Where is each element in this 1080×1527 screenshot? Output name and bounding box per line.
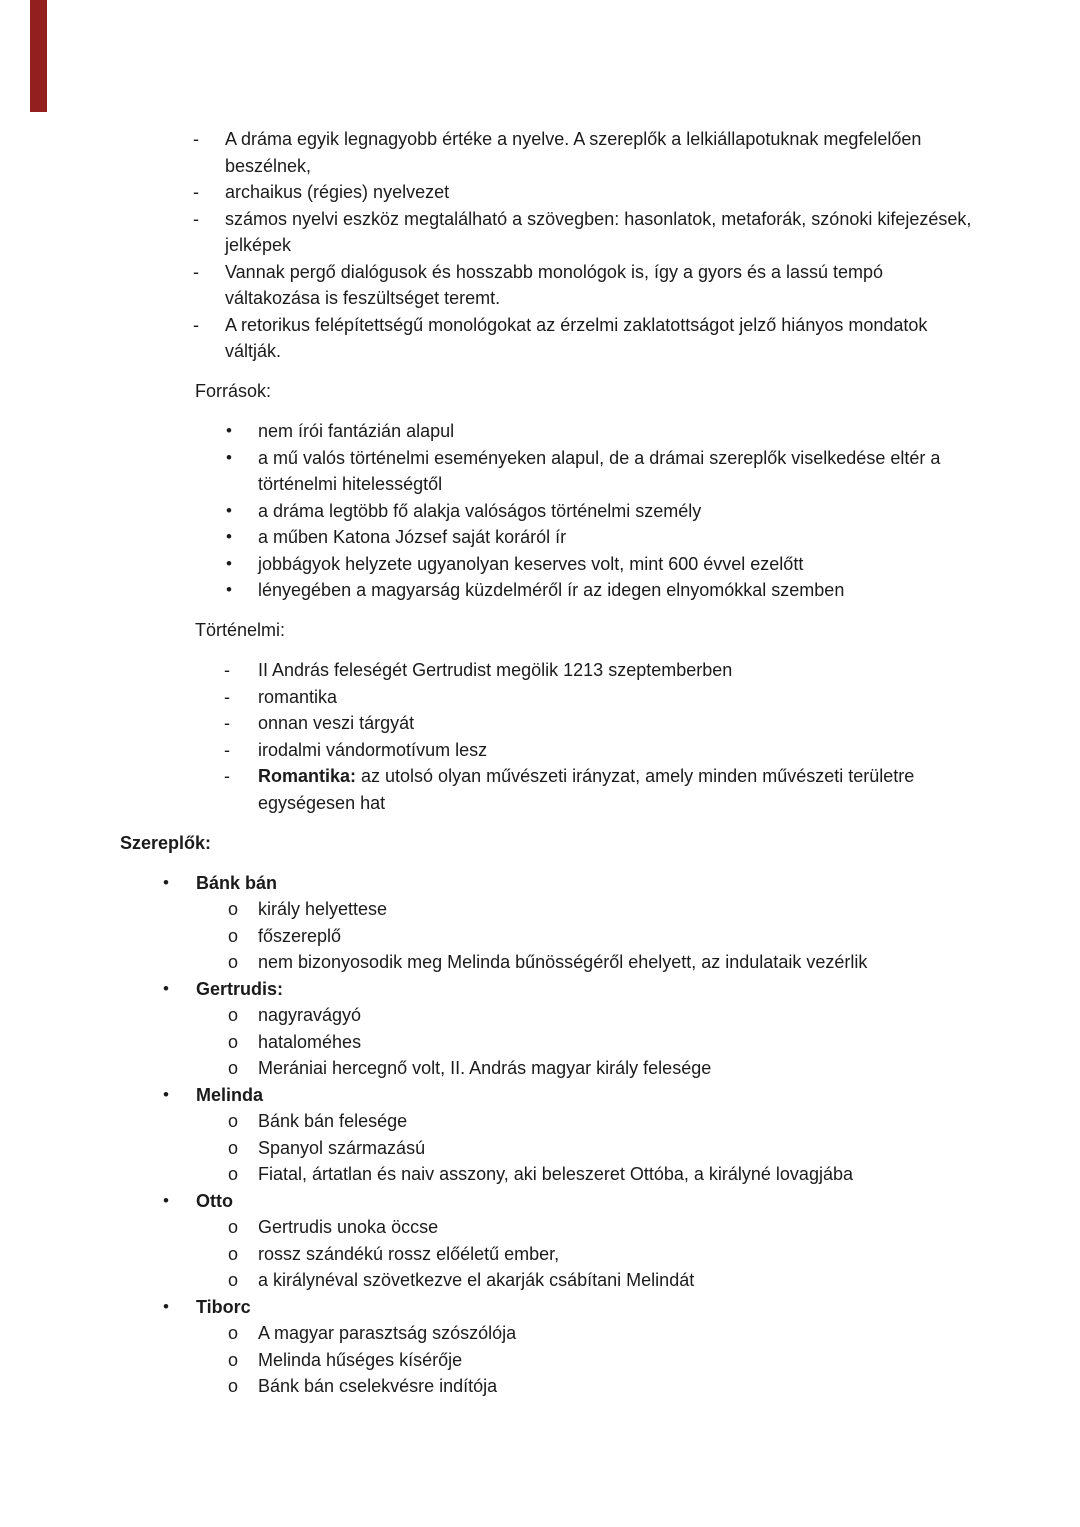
list-item [0,710,975,737]
list-item [0,206,975,259]
list-item-text: A retorikus felépítettségű monológokat az érzelmi zaklatottságot jelző hiányos mondatok váltják. [225,314,928,361]
dash-bullet-icon: - [193,261,199,282]
disc-bullet-icon: • [163,1190,169,1210]
circle-bullet-icon: o [228,1323,239,1343]
trait-text: Bánk bán cselekvésre indítója [258,1376,498,1396]
character-trait [0,1108,975,1135]
disc-bullet-icon: • [163,872,169,892]
dash-bullet-icon: - [224,766,230,786]
character-trait [0,923,975,950]
trait-text: Gertrudis unoka öccse [258,1217,439,1237]
circle-bullet-icon: o [228,1137,239,1158]
character-item [0,1082,975,1109]
disc-bullet-icon: • [226,580,232,599]
disc-bullet-icon: • [226,553,232,573]
list-item [0,312,975,365]
disc-bullet-icon: • [226,500,232,520]
character-trait [0,1055,975,1082]
list-item [0,551,975,578]
circle-bullet-icon: o [228,1031,239,1052]
circle-bullet-icon: o [228,925,239,946]
dash-bullet-icon: - [224,686,230,707]
character-item [0,870,975,897]
disc-bullet-icon: • [163,1084,169,1104]
character-trait [0,1135,975,1162]
list-item-text: romantika [258,686,338,707]
character-trait [0,949,975,976]
list-item-text: nem írói fantázián alapul [258,421,455,441]
disc-bullet-icon: • [163,978,169,998]
list-item-text: a mű valós történelmi eseményeken alapul, de a drámai szereplők viselkedése eltér a történelmi hitelességtől [258,447,941,494]
character-trait [0,1241,975,1268]
list-item-text: A dráma egyik legnagyobb értéke a nyelve. A szereplők a lelkiállapotuknak megfelelően beszélnek, [225,129,922,176]
circle-bullet-icon: o [228,1376,239,1396]
disc-bullet-icon: • [163,1296,169,1316]
section-heading-text: Történelmi: [195,620,286,640]
trait-text: rossz szándékú rossz előéletű ember, [258,1243,560,1264]
list-item [0,259,975,312]
dash-bullet-icon: - [224,713,230,733]
character-trait [0,1002,975,1029]
character-trait [0,1347,975,1374]
trait-text: nem bizonyosodik meg Melinda bűnösségéről ehelyett, az indulataik vezérlik [258,952,868,972]
list-item-text: onnan veszi tárgyát [258,713,415,733]
character-item [0,1294,975,1321]
list-item [0,684,975,711]
circle-bullet-icon: o [228,899,239,919]
bold-term: Romantika: [258,766,357,786]
trait-text: nagyravágyó [258,1005,362,1025]
list-item-text [258,763,975,816]
character-trait [0,896,975,923]
dash-bullet-icon: - [193,129,199,149]
dash-bullet-icon: - [193,182,199,202]
list-item [0,418,975,445]
list-item-text: lényegében a magyarság küzdelméről ír az idegen elnyomókkal szemben [258,580,845,600]
disc-bullet-icon: • [226,421,232,440]
list-item-text: jobbágyok helyzete ugyanolyan keserves volt, mint 600 évvel ezelőtt [258,553,804,574]
trait-text: Fiatal, ártatlan és naiv asszony, aki beleszeret Ottóba, a királyné lovagjába [258,1164,853,1184]
list-item-text: számos nyelvi eszköz megtalálható a szövegben: hasonlatok, metaforák, szónoki kifejezések, jelképek [225,208,972,255]
list-item [0,763,975,816]
list-item [0,126,975,179]
list-item [0,524,975,551]
list-item-text: II András feleségét Gertrudist megölik 1213 szeptemberben [258,660,733,680]
disc-bullet-icon: • [226,447,232,467]
trait-text: Merániai hercegnő volt, II. András magyar király felesége [258,1058,712,1078]
character-trait [0,1373,975,1400]
bookmark-ribbon [30,0,47,112]
list-item [0,657,975,684]
circle-bullet-icon: o [228,1270,239,1290]
character-name: Gertrudis: [196,978,284,999]
character-trait [0,1267,975,1294]
list-item-text: a műben Katona József saját koráról ír [258,527,567,547]
dash-bullet-icon: - [193,208,199,229]
circle-bullet-icon: o [228,1217,239,1237]
circle-bullet-icon: o [228,1058,239,1078]
character-name: Tiborc [196,1296,251,1317]
character-item [0,1188,975,1215]
trait-text: Melinda hűséges kísérője [258,1349,463,1370]
trait-text: király helyettese [258,899,388,919]
character-name: Bánk bán [196,872,278,893]
section-heading-historical [0,617,975,644]
section-heading-text: Szereplők: [120,832,212,853]
character-trait [0,1214,975,1241]
list-item-text: irodalmi vándormotívum lesz [258,739,488,760]
dash-bullet-icon: - [193,314,199,335]
disc-bullet-icon: • [226,527,232,546]
trait-text: hataloméhes [258,1031,362,1052]
trait-text: Spanyol származású [258,1137,426,1158]
list-item [0,737,975,764]
trait-text: Bánk bán felesége [258,1111,408,1131]
section-heading-characters [0,830,975,857]
list-item-text: Vannak pergő dialógusok és hosszabb monológok is, így a gyors és a lassú tempó váltakozása is feszültséget teremt. [225,261,884,308]
section-heading-sources [0,378,975,405]
character-trait [0,1029,975,1056]
character-trait [0,1161,975,1188]
character-trait [0,1320,975,1347]
circle-bullet-icon: o [228,1349,239,1370]
list-item [0,445,975,498]
list-item-text: a dráma legtöbb fő alakja valóságos történelmi személy [258,500,702,521]
section-heading-text: Források: [195,381,272,401]
circle-bullet-icon: o [228,1243,239,1264]
dash-bullet-icon: - [224,660,230,680]
list-item [0,577,975,604]
trait-text: a királynéval szövetkezve el akarják csábítani Melindát [258,1270,695,1290]
trait-text: A magyar parasztság szószólója [258,1323,517,1343]
list-item-text: archaikus (régies) nyelvezet [225,182,450,202]
circle-bullet-icon: o [228,1005,239,1025]
character-item [0,976,975,1003]
circle-bullet-icon: o [228,952,239,972]
character-name: Melinda [196,1084,264,1105]
dash-bullet-icon: - [224,739,230,760]
character-name: Otto [196,1190,233,1211]
list-item [0,179,975,206]
term-definition: az utolsó olyan művészeti irányzat, amely minden művészeti területre egységesen hat [258,766,915,813]
circle-bullet-icon: o [228,1111,239,1131]
circle-bullet-icon: o [228,1164,239,1184]
trait-text: főszereplő [258,925,342,946]
list-item [0,498,975,525]
